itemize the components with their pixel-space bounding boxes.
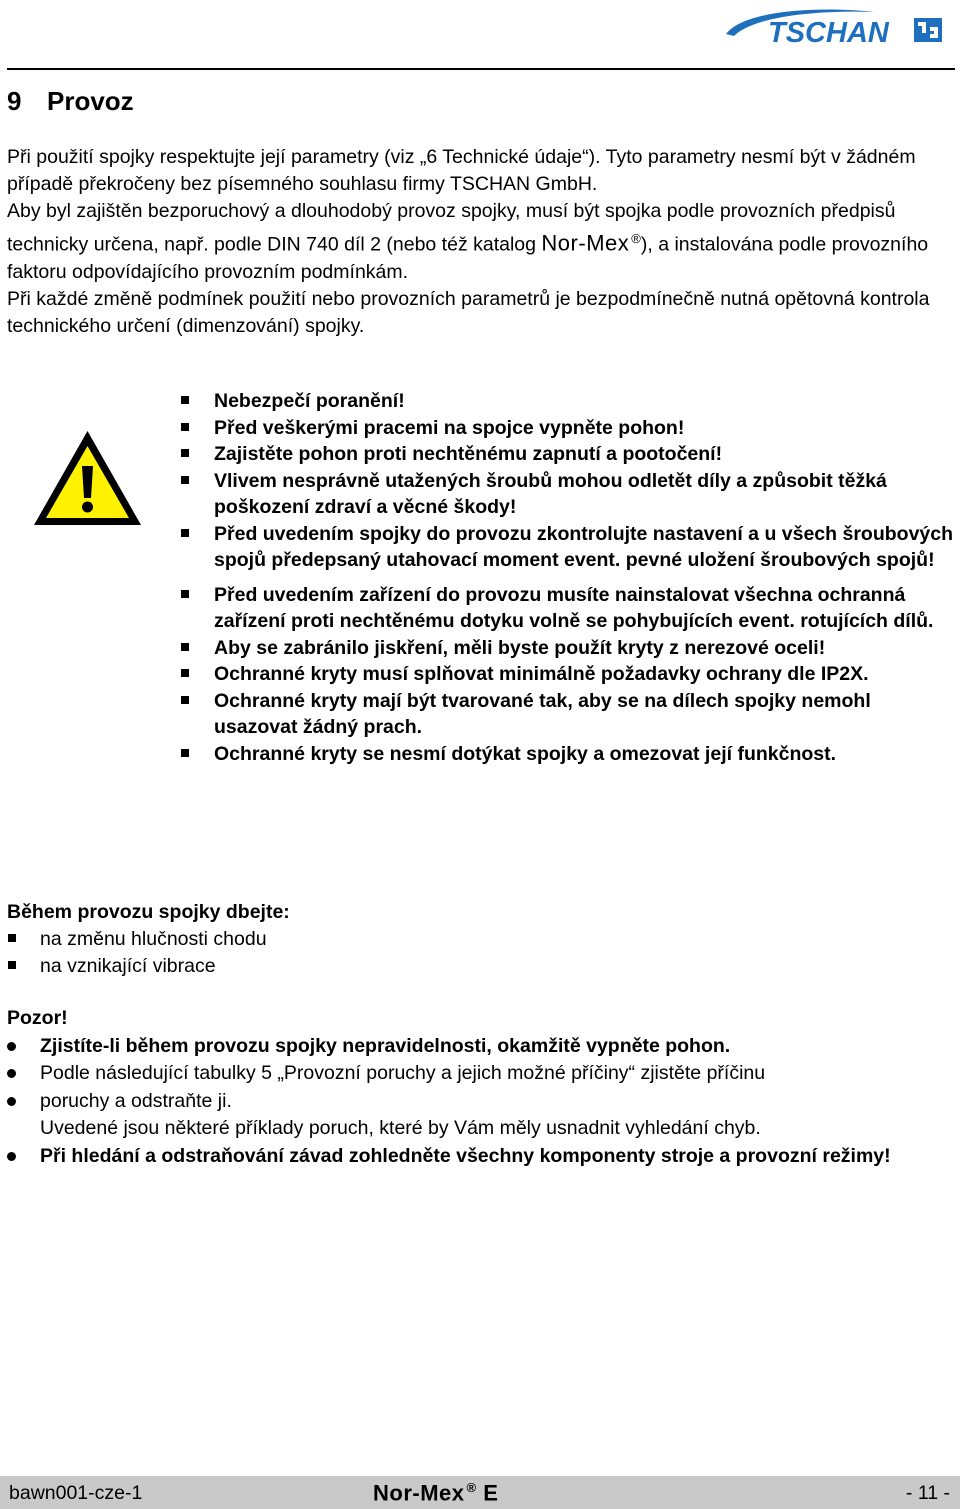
caution-section xyxy=(7,1005,952,1170)
product-name xyxy=(373,1480,498,1506)
warning-item: Ochranné kryty mají být tvarované tak, aby se na dílech spojky nemohl usazovat žádný prach. xyxy=(180,688,955,741)
intro-paragraph-1: Při použití spojky respektujte její parametry (viz „6 Technické údaje“). Tyto parametry nesmí být v žádném případě překročeny bez písemného souhlasu firmy TSCHAN GmbH. xyxy=(7,146,916,195)
list-item: na vznikající vibrace xyxy=(7,953,947,980)
list-item xyxy=(7,1088,952,1116)
section-title: Provoz xyxy=(47,86,134,116)
tschan-emblem-icon xyxy=(914,18,942,42)
page-number: - 11 - xyxy=(905,1482,950,1504)
page-header xyxy=(0,0,960,72)
during-operation-heading: Během provozu spojky dbejte: xyxy=(7,901,290,923)
warning-item: Ochranné kryty musí splňovat minimálně požadavky ochrany dle IP2X. xyxy=(180,661,955,688)
caution-heading: Pozor! xyxy=(7,1007,68,1029)
registered-mark: ® xyxy=(631,231,641,246)
caution-item-2a: Podle následující tabulky 5 „Provozní poruchy a jejich možné příčiny“ zjistěte příčinu xyxy=(40,1062,766,1084)
warning-item: Aby se zabránilo jiskření, měli byste použít kryty z nerezové oceli! xyxy=(180,635,955,662)
registered-mark: ® xyxy=(466,1480,477,1495)
bullet-icon xyxy=(7,1152,16,1161)
list-item xyxy=(7,1115,952,1143)
warning-triangle-icon xyxy=(31,428,144,528)
list-item xyxy=(7,1143,952,1171)
document-code: bawn001-cze-1 xyxy=(9,1482,143,1504)
warning-item: Vlivem nesprávně utažených šroubů mohou odletět díly a způsobit těžká poškození zdraví a věcné škody! xyxy=(180,468,955,521)
svg-text:TSCHAN: TSCHAN xyxy=(768,17,889,49)
list-item xyxy=(7,1060,952,1088)
intro-paragraph-2-b: ), a instalována podle provozního faktoru odpovídajícího provozním podmínkám. xyxy=(7,233,929,283)
header-rule xyxy=(7,68,955,70)
caution-list xyxy=(7,1033,952,1171)
safety-warnings-list xyxy=(180,388,955,767)
intro-paragraph-2 xyxy=(7,198,952,286)
warning-item: Před uvedením zařízení do provozu musíte nainstalovat všechna ochranná zařízení proti nechtěnému dotyku volně se pohybujících event. rotujících dílů. xyxy=(180,582,955,635)
caution-item-1: Zjistíte-li během provozu spojky nepravidelnosti, okamžitě vypněte pohon. xyxy=(40,1034,731,1057)
caution-item-2b: poruchy a odstraňte ji. xyxy=(40,1089,232,1112)
warning-item: Před uvedením spojky do provozu zkontrolujte nastavení a u všech šroubových spojů předepsaný utahovací moment event. pevné uložení šroubových spojů! xyxy=(180,521,955,574)
warning-item: Zajistěte pohon proti nechtěnému zapnutí a pootočení! xyxy=(180,441,955,468)
intro-paragraph-2-a: Aby byl zajištěn bezporuchový a dlouhodobý provoz spojky, musí být spojka podle provozních předpisů technicky určena, např. podle DIN 740 díl 2 (nebo též katalog xyxy=(7,200,896,256)
bullet-icon xyxy=(7,1097,16,1106)
warning-item: Nebezpečí poranění! xyxy=(180,388,955,415)
bullet-icon xyxy=(7,1069,16,1078)
caution-item-3: Při hledání a odstraňování závad zohledněte všechny komponenty stroje a provozní režimy! xyxy=(40,1144,891,1167)
brand-nor-mex: Nor-Mex xyxy=(541,230,630,256)
product-suffix: E xyxy=(483,1480,499,1506)
bullet-icon xyxy=(7,1042,16,1051)
product-brand: Nor-Mex xyxy=(373,1480,465,1506)
during-operation-section xyxy=(7,899,947,980)
warning-item: Ochranné kryty se nesmí dotýkat spojky a omezovat její funkčnost. xyxy=(180,741,955,768)
page-footer xyxy=(0,1476,960,1509)
list-item xyxy=(7,1033,952,1061)
warning-item: Před veškerými pracemi na spojce vypněte pohon! xyxy=(180,415,955,442)
section-heading xyxy=(7,86,134,117)
caution-note: Uvedené jsou některé příklady poruch, které by Vám měly usnadnit vyhledání chyb. xyxy=(40,1117,761,1139)
section-number: 9 xyxy=(7,86,22,116)
intro-text xyxy=(7,144,952,340)
during-operation-list xyxy=(7,926,947,980)
intro-paragraph-3: Při každé změně podmínek použití nebo provozních parametrů je bezpodmínečně nutná opětovná kontrola technického určení (dimenzování) spojky. xyxy=(7,287,930,337)
list-item: na změnu hlučnosti chodu xyxy=(7,926,947,953)
tschan-logo xyxy=(724,4,946,56)
